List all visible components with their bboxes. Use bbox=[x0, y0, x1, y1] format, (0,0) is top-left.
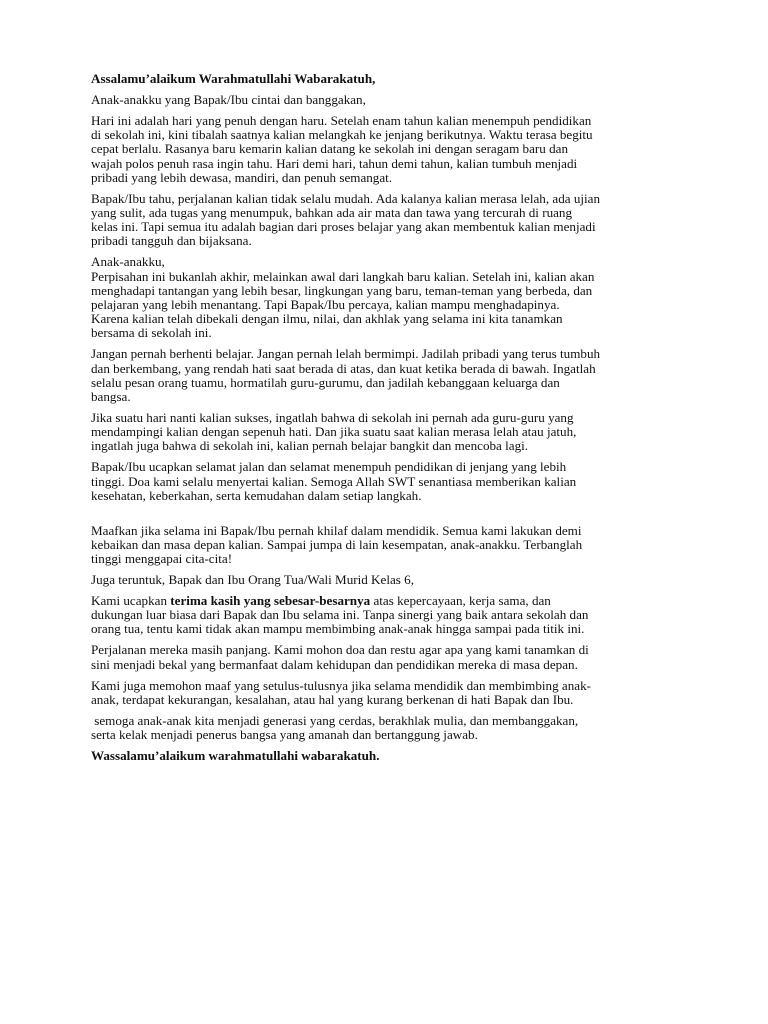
text-line: tinggi menggapai cita-cita! bbox=[91, 550, 233, 566]
text-line: Hari ini adalah hari yang penuh dengan haru. Setelah enam tahun kalian menempuh pendidikan bbox=[91, 113, 592, 128]
text-line: Anak-anakku, bbox=[91, 254, 165, 270]
text-run: atas kepercayaan, kerja sama, dan bbox=[370, 592, 551, 608]
text-line: anak, terdapat kekurangan, kesalahan, atau hal yang kurang berkenan di hati Bapak dan Ibu. bbox=[91, 691, 574, 707]
text-line: Karena kalian telah dibekali dengan ilmu, nilai, dan akhlak yang selama ini kita tanamkan bbox=[91, 311, 563, 327]
text-line: tinggi. Doa kami selalu menyertai kalian. Semoga Allah SWT senantiasa memberikan kalian bbox=[91, 473, 577, 489]
text-line: Maafkan jika selama ini Bapak/Ibu pernah khilaf dalam mendidik. Semua kami lakukan demi bbox=[91, 522, 582, 538]
text-run: Kami ucapkan bbox=[91, 592, 171, 608]
text-line: pribadi tangguh dan bijaksana. bbox=[91, 233, 252, 249]
text-line: kebaikan dan masa depan kalian. Sampai jumpa di lain kesempatan, anak-anakku. Terbanglah bbox=[91, 536, 583, 552]
text-line: pribadi yang lebih dewasa, mandiri, dan penuh semangat. bbox=[91, 169, 393, 185]
opening-greeting bbox=[91, 72, 691, 86]
paragraph-7 bbox=[91, 524, 691, 567]
paragraph-4 bbox=[91, 347, 691, 404]
text-line: cepat berlalu. Rasanya baru kemarin kalian datang ke sekolah ini dengan seragam baru dan bbox=[91, 141, 569, 157]
parents-address bbox=[91, 573, 691, 587]
text-line: serta kelak menjadi penerus bangsa yang amanah dan bertanggung jawab. bbox=[91, 726, 478, 742]
paragraph-3 bbox=[91, 255, 691, 340]
text-line: pelajaran yang lebih menantang. Tapi Bapak/Ibu percaya, kalian mampu menghadapinya. bbox=[91, 297, 560, 313]
text-line: Kami juga memohon maaf yang setulus-tulusnya jika selama mendidik dan membimbing anak- bbox=[91, 677, 591, 693]
text-line: semoga anak-anak kita menjadi generasi yang cerdas, berakhlak mulia, dan membanggakan, bbox=[91, 712, 579, 728]
text-line: bangsa. bbox=[91, 389, 131, 405]
text-line: Wassalamu’alaikum warahmatullahi wabarakatuh. bbox=[91, 747, 380, 763]
text-line: bersama di sekolah ini. bbox=[91, 325, 212, 341]
text-line: Perjalanan mereka masih panjang. Kami mohon doa dan restu agar apa yang kami tanamkan di bbox=[91, 642, 589, 658]
paragraph-10 bbox=[91, 679, 691, 707]
text-line: Bapak/Ibu ucapkan selamat jalan dan selamat menempuh pendidikan di jenjang yang lebih bbox=[91, 459, 567, 475]
paragraph-1 bbox=[91, 114, 691, 185]
paragraph-11 bbox=[91, 714, 691, 742]
paragraph-9 bbox=[91, 643, 691, 671]
text-line bbox=[91, 594, 691, 608]
text-line: kesehatan, keberkahan, serta kemudahan dalam setiap langkah. bbox=[91, 487, 422, 503]
text-line: dan berkembang, yang rendah hati saat berada di atas, dan kuat ketika berada di bawah. Ingatlah bbox=[91, 360, 596, 376]
text-line: Juga teruntuk, Bapak dan Ibu Orang Tua/Wali Murid Kelas 6, bbox=[91, 571, 414, 587]
paragraph-2 bbox=[91, 192, 691, 249]
text-line: selalu pesan orang tuamu, hormatilah guru-gurumu, dan jadilah kebanggaan keluarga dan bbox=[91, 374, 560, 390]
text-line: ingatlah juga bahwa di sekolah ini, kalian pernah belajar bangkit dan mencoba lagi. bbox=[91, 438, 529, 454]
closing-greeting bbox=[91, 749, 691, 763]
text-line: mendampingi kalian dengan sepenuh hati. Dan jika suatu saat kalian merasa lelah atau jatuh, bbox=[91, 424, 577, 440]
text-line: kelas ini. Tapi semua itu adalah bagian dari proses belajar yang akan membentuk kalian menjadi bbox=[91, 219, 596, 235]
paragraph-6 bbox=[91, 460, 691, 503]
text-line: wajah polos penuh rasa ingin tahu. Hari demi hari, tahun demi tahun, kalian tumbuh menjadi bbox=[91, 155, 578, 171]
text-line: orang tua, tentu kami tidak akan mampu membimbing anak-anak hingga sampai pada titik ini. bbox=[91, 621, 585, 637]
text-line: di sekolah ini, kini tibalah saatnya kalian melangkah ke jenjang berikutnya. Waktu terasa begitu bbox=[91, 127, 593, 143]
paragraph-8 bbox=[91, 594, 691, 637]
paragraph-5 bbox=[91, 411, 691, 454]
text-line: Assalamu’alaikum Warahmatullahi Wabarakatuh, bbox=[91, 71, 376, 86]
text-line: sini menjadi bekal yang bermanfaat dalam kehidupan dan pendidikan mereka di masa depan. bbox=[91, 656, 578, 672]
text-line: Jika suatu hari nanti kalian sukses, ingatlah bahwa di sekolah ini pernah ada guru-guru yang bbox=[91, 410, 574, 426]
text-line: Bapak/Ibu tahu, perjalanan kalian tidak selalu mudah. Ada kalanya kalian merasa lelah, ada ujian bbox=[91, 190, 601, 206]
salutation bbox=[91, 93, 691, 107]
text-line: dukungan luar biasa dari Bapak dan Ibu selama ini. Tanpa sinergi yang baik antara sekolah dan bbox=[91, 607, 589, 623]
letter-body bbox=[91, 72, 691, 763]
text-line: menghadapi tantangan yang lebih besar, lingkungan yang baru, teman-teman yang berbeda, dan bbox=[91, 282, 593, 298]
text-line: yang sulit, ada tugas yang menumpuk, bahkan ada air mata dan tawa yang tercurah di ruang bbox=[91, 205, 573, 221]
text-line: Perpisahan ini bukanlah akhir, melainkan awal dari langkah baru kalian. Setelah ini, kalian akan bbox=[91, 268, 595, 284]
text-line: Jangan pernah berhenti belajar. Jangan pernah lelah bermimpi. Jadilah pribadi yang terus tumbuh bbox=[91, 346, 601, 362]
emphasis-text: terima kasih yang sebesar-besarnya bbox=[170, 592, 371, 608]
text-line: Anak-anakku yang Bapak/Ibu cintai dan banggakan, bbox=[91, 92, 366, 107]
